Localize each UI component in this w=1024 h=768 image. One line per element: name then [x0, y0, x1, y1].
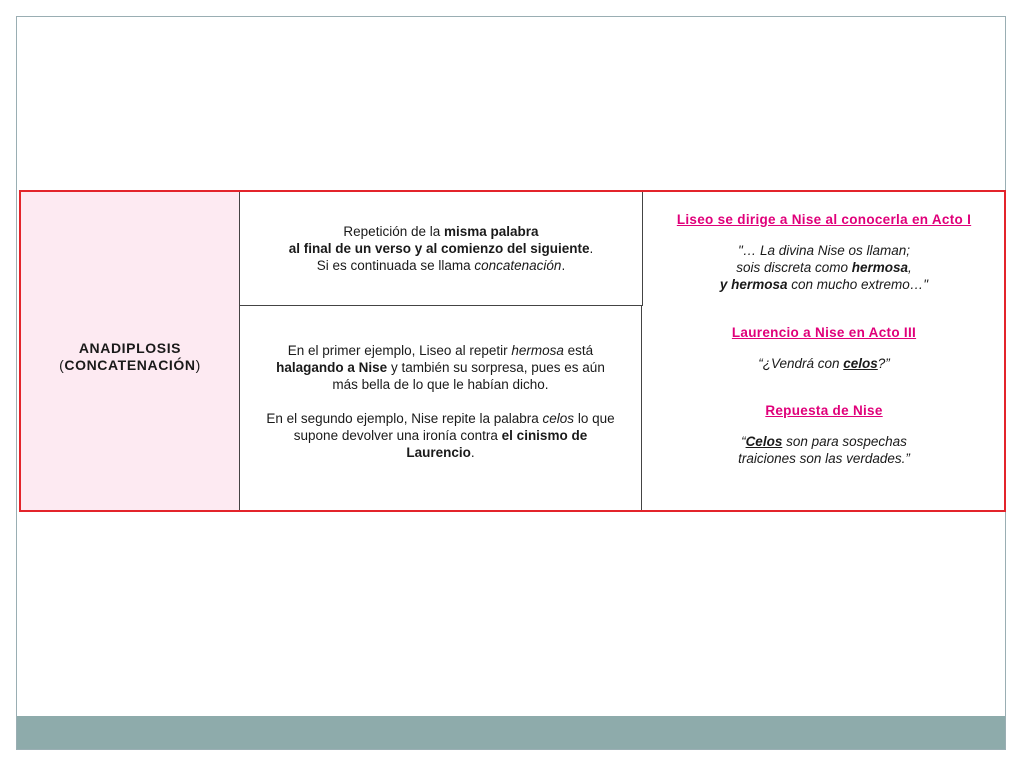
anadiplosis-table	[19, 190, 1006, 512]
definition-emphasis: misma palabra	[444, 224, 539, 239]
explanation-italic: celos	[542, 411, 575, 426]
explanation-cell	[240, 306, 642, 510]
explanation-text: .	[470, 445, 475, 460]
definition-text: .	[561, 258, 566, 273]
example-heading-2: Laurencio a Nise en Acto III	[731, 325, 917, 340]
quote-line: ?”	[877, 356, 890, 371]
quote-line: ,	[908, 260, 912, 275]
quote-line: “	[741, 434, 746, 449]
footer-bar	[17, 716, 1005, 749]
quote-line: "… La divina Nise os llaman;	[737, 243, 911, 258]
term-name: ANADIPLOSIS	[78, 340, 182, 356]
explanation-text: En el primer ejemplo, Liseo al repetir	[287, 343, 512, 358]
quote-line: “¿Vendrá con	[758, 356, 844, 371]
explanation-text: más bella de lo que le habían dicho.	[332, 377, 549, 392]
example-heading-3: Repuesta de Nise	[765, 403, 883, 418]
explanation-text: y también su sorpresa, pues es aún	[387, 360, 605, 375]
term-alias: CONCATENACIÓN	[64, 357, 196, 373]
quote-line: sois discreta como	[736, 260, 852, 275]
definition-italic: concatenación	[474, 258, 562, 273]
definition-text: Si es continuada se llama	[316, 258, 475, 273]
term-paren-close: )	[195, 357, 201, 373]
definition-text: .	[589, 241, 594, 256]
explanation-emphasis: el cinismo de	[501, 428, 588, 443]
explanation-text: está	[563, 343, 594, 358]
example-heading-1: Liseo se dirige a Nise al conocerla en Acto I	[676, 212, 972, 227]
examples-cell	[644, 192, 1004, 510]
quote-emphasis: Celos	[745, 434, 783, 449]
definition-text: Repetición de la	[343, 224, 444, 239]
quote-emphasis: y hermosa	[719, 277, 788, 292]
explanation-emphasis: Laurencio	[406, 445, 471, 460]
definition-emphasis: al final de un verso y al comienzo del siguiente	[288, 241, 590, 256]
explanation-emphasis: halagando a Nise	[276, 360, 388, 375]
term-paren-open: (	[59, 357, 65, 373]
explanation-text: lo que	[574, 411, 615, 426]
quote-emphasis: celos	[843, 356, 878, 371]
quote-line: con mucho extremo…"	[787, 277, 929, 292]
explanation-text: supone devolver una ironía contra	[293, 428, 502, 443]
explanation-text: En el segundo ejemplo, Nise repite la palabra	[266, 411, 543, 426]
quote-line: son para sospechas	[782, 434, 907, 449]
quote-emphasis: hermosa	[851, 260, 909, 275]
quote-line: traiciones son las verdades.”	[738, 451, 910, 466]
term-cell	[21, 192, 240, 510]
definition-cell	[240, 192, 643, 306]
explanation-italic: hermosa	[511, 343, 564, 358]
